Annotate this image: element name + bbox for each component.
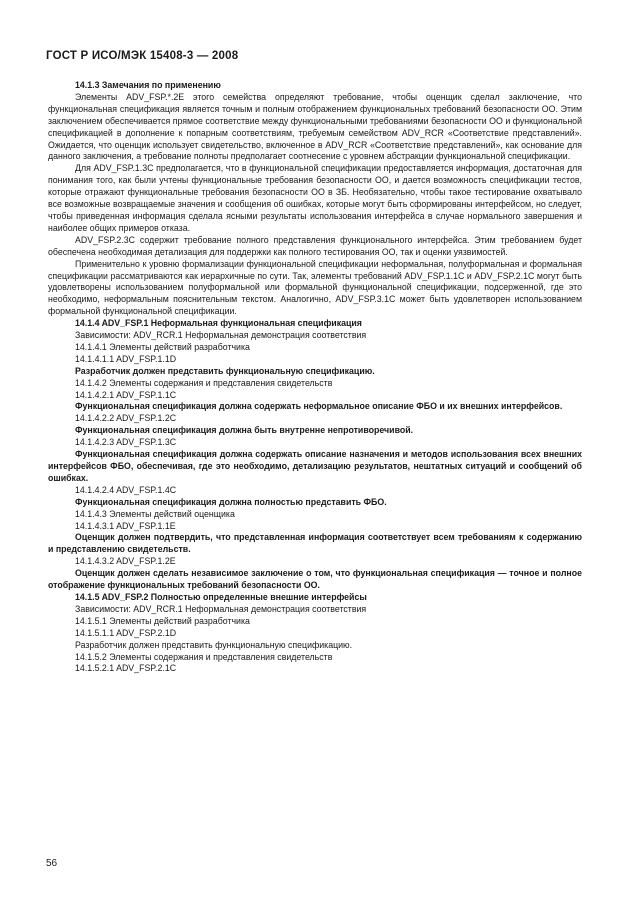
bold-paragraph: Функциональная спецификация должна полностью представить ФБО. <box>75 496 387 507</box>
paragraph: 14.1.4.3 Элементы действий оценщика <box>75 508 235 519</box>
paragraph: 14.1.5.2.1 ADV_FSP.2.1C <box>75 663 177 674</box>
paragraph: 14.1.4.3.2 ADV_FSP.1.2E <box>75 556 176 567</box>
bold-paragraph: 14.1.3 Замечания по применению <box>75 80 221 90</box>
bold-paragraph: Функциональная спецификация должна быть внутренне непротиворечивой. <box>75 425 414 436</box>
paragraph: 14.1.5.2 Элементы содержания и представления свидетельств <box>75 651 333 662</box>
paragraph: Элементы ADV_FSP.*.2E этого семейства определяют требование, чтобы оценщик сделал заключение, что функциональная спецификация является точным и полным отображением функциональных требований безопасности ОО. Этим заключением обеспечивается прямое соответствие между функциональными требованиями безопасности ОО и функциональной спецификацией в дополнение к попарным соответствиям, требуемым семейством ADV_RCR «Соответствие представлений». Ожидается, что оценщик использует свидетельство, включенное в ADV_RCR «Соответствие представлений», как основание для данного заключения, а требование полноты предполагает соотнесение с уровнем абстракции функциональной спецификации. <box>48 91 582 162</box>
bold-paragraph: Разработчик должен представить функциональную спецификацию. <box>75 365 375 376</box>
paragraph: 14.1.4.1.1 ADV_FSP.1.1D <box>75 353 177 364</box>
paragraph: 14.1.4.3.1 ADV_FSP.1.1E <box>75 520 176 531</box>
bold-paragraph: Функциональная спецификация должна содержать описание назначения и методов использования всех внешних интерфейсов ФБО, обеспечивая, где это необходимо, детализацию результатов, нештатных ситуаций и сообщений об ошибках. <box>48 449 582 483</box>
paragraph: ADV_FSP.2.3C содержит требование полного представления функционального интерфейса. Этим требованием будет обеспечена необходимая детализация для поддержки как полного тестирования ОО, так и оценки уязвимостей. <box>48 234 582 257</box>
page-number: 56 <box>46 858 58 869</box>
paragraph: 14.1.4.2.3 ADV_FSP.1.3C <box>75 437 177 448</box>
paragraph: 14.1.5.1.1 ADV_FSP.2.1D <box>75 627 177 638</box>
bold-paragraph: Оценщик должен сделать независимое заключение о том, что функциональная спецификация — точное и полное отображение функциональных требований безопасности ОО. <box>48 568 582 591</box>
paragraph: 14.1.4.2.1 ADV_FSP.1.1C <box>75 389 177 400</box>
paragraph: 14.1.4.2.4 ADV_FSP.1.4C <box>75 484 177 495</box>
paragraph: Для ADV_FSP.1.3C предполагается, что в функциональной спецификации предоставляется информация, достаточная для понимания того, как были учтены функциональные требования безопасности ОО, и дается возможность спецификации тестов, которые отражают функциональные требования безопасности ОО в ЗБ. Необязательно, чтобы такое тестирование охватывало все возможные возвращаемые значения и сообщения об ошибках, которые могут быть сформированы интерфейсом, но следует, чтобы приведенная информация сделала ясными результаты использования интерфейса в случае нормального завершения и наиболее общих примеров отказа. <box>48 163 582 233</box>
paragraph: Применительно к уровню формализации функциональной спецификации неформальная, полуформальная и формальная спецификации рассматриваются как иерархичные по сути. Так, элементы требований ADV_FSP.1.1C и ADV_FSP.2.1C могут быть удовлетворены использованием полуформальной или формальной функциональной спецификации, подсерженной, где это необходимо, неформальным пояснительным текстом. Аналогично, ADV_FSP.3.1C может быть удовлетворен использованием формальной функциональной спецификации. <box>48 258 582 317</box>
paragraph: 14.1.4.2 Элементы содержания и представления свидетельств <box>75 377 333 388</box>
paragraph: Зависимости: ADV_RCR.1 Неформальная демонстрация соответствия <box>75 603 367 614</box>
document-body <box>48 80 582 675</box>
page-header: ГОСТ Р ИСО/МЭК 15408-3 — 2008 <box>46 50 239 62</box>
bold-paragraph: 14.1.4 ADV_FSP.1 Неформальная функциональная спецификация <box>75 318 362 329</box>
bold-paragraph: Оценщик должен подтвердить, что представленная информация соответствует всем требованиям к содержанию и представлению свидетельств. <box>48 532 582 555</box>
paragraph: Разработчик должен представить функциональную спецификацию. <box>75 639 353 650</box>
paragraph: Зависимости: ADV_RCR.1 Неформальная демонстрация соответствия <box>75 330 367 341</box>
paragraph: 14.1.4.1 Элементы действий разработчика <box>75 341 250 352</box>
bold-paragraph: Функциональная спецификация должна содержать неформальное описание ФБО и их внешних интерфейсов. <box>75 401 563 412</box>
paragraph: 14.1.5.1 Элементы действий разработчика <box>75 615 250 626</box>
paragraph: 14.1.4.2.2 ADV_FSP.1.2C <box>75 413 177 424</box>
bold-paragraph: 14.1.5 ADV_FSP.2 Полностью определенные внешние интерфейсы <box>75 591 367 602</box>
